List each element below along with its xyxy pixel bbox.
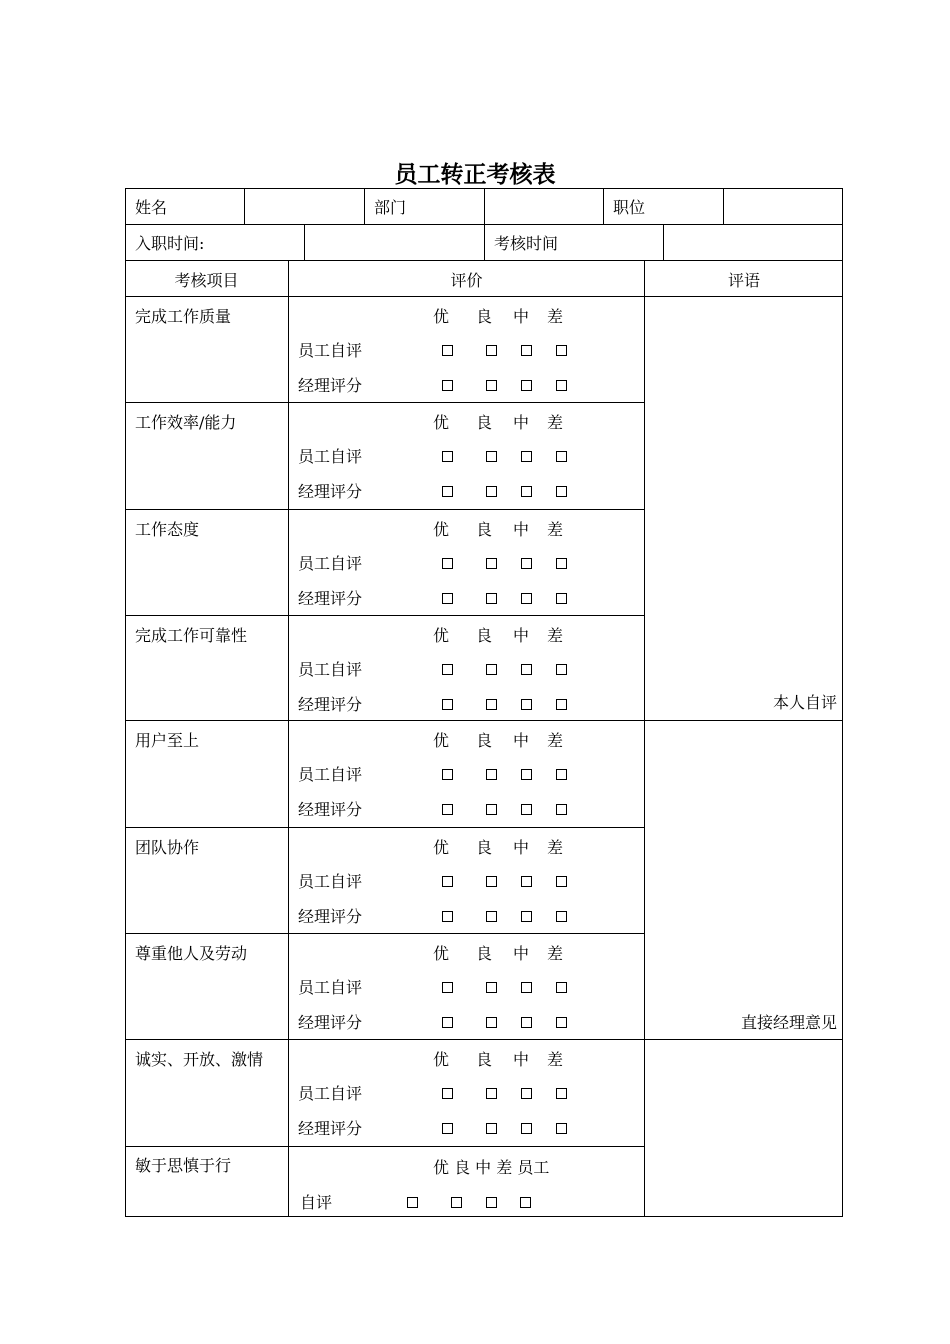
self-rating-checkbox[interactable] — [521, 664, 532, 675]
manager-rating-checkbox[interactable] — [486, 804, 497, 815]
manager-rating-checkbox[interactable] — [486, 593, 497, 604]
dept-label: 部门 — [374, 198, 407, 217]
self-rating-checkbox[interactable] — [521, 558, 532, 569]
self-rating-checkbox[interactable] — [451, 1197, 462, 1208]
manager-rating-checkbox[interactable] — [442, 804, 453, 815]
rating-header-label: 优 — [433, 626, 450, 645]
rater-manager-label: 经理评分 — [298, 695, 363, 714]
manager-rating-checkbox[interactable] — [556, 593, 567, 604]
item-row-divider — [125, 1039, 645, 1040]
rating-header-label: 差 — [547, 944, 564, 963]
name-label: 姓名 — [135, 198, 168, 217]
rater-self-label: 员工自评 — [298, 660, 363, 679]
manager-rating-checkbox[interactable] — [521, 1017, 532, 1028]
frame-left-line — [125, 188, 126, 1217]
self-rating-checkbox[interactable] — [407, 1197, 418, 1208]
rating-header-label: 中 — [513, 307, 530, 326]
self-rating-checkbox[interactable] — [521, 769, 532, 780]
rating-header-label: 中 — [513, 944, 530, 963]
self-rating-checkbox[interactable] — [486, 1088, 497, 1099]
frame-bottom-line — [125, 1216, 843, 1217]
rating-header-label: 优 — [433, 307, 450, 326]
manager-rating-checkbox[interactable] — [521, 486, 532, 497]
manager-rating-checkbox[interactable] — [442, 1017, 453, 1028]
item-row-divider — [125, 402, 645, 403]
rater-self-label: 员工自评 — [298, 872, 363, 891]
comment-manager-area[interactable] — [646, 722, 841, 1010]
item-column-divider — [288, 260, 289, 1217]
rating-header-label: 良 — [476, 307, 493, 326]
item-label: 诚实、开放、激情 — [135, 1050, 264, 1069]
rating-header: 优 良 中 差 员工 — [433, 1158, 550, 1177]
item-label: 用户至上 — [135, 731, 200, 750]
manager-rating-checkbox[interactable] — [521, 1123, 532, 1134]
self-rating-checkbox[interactable] — [556, 664, 567, 675]
manager-rating-checkbox[interactable] — [556, 1017, 567, 1028]
item-row-divider — [125, 827, 645, 828]
manager-rating-checkbox[interactable] — [442, 911, 453, 922]
rating-header-label: 中 — [513, 838, 530, 857]
manager-rating-checkbox[interactable] — [556, 699, 567, 710]
rater-self-label: 员工自评 — [298, 447, 363, 466]
rater-manager-label: 经理评分 — [298, 376, 363, 395]
self-rating-checkbox[interactable] — [556, 451, 567, 462]
rating-header-label: 差 — [547, 307, 564, 326]
manager-rating-checkbox[interactable] — [521, 804, 532, 815]
self-rating-checkbox[interactable] — [442, 558, 453, 569]
rating-header-label: 优 — [433, 731, 450, 750]
comment-self-area[interactable] — [646, 298, 841, 690]
review-date-field[interactable] — [665, 226, 840, 258]
header-divider — [603, 188, 604, 224]
position-label: 职位 — [613, 198, 646, 217]
manager-rating-checkbox[interactable] — [521, 380, 532, 391]
self-rating-checkbox[interactable] — [486, 1197, 497, 1208]
column-header-comment: 评语 — [727, 271, 760, 290]
manager-rating-checkbox[interactable] — [442, 1123, 453, 1134]
self-rating-checkbox[interactable] — [556, 982, 567, 993]
name-field[interactable] — [246, 190, 362, 222]
self-rating-checkbox[interactable] — [442, 345, 453, 356]
self-rating-checkbox[interactable] — [556, 876, 567, 887]
manager-rating-checkbox[interactable] — [486, 911, 497, 922]
rater-self-label: 员工自评 — [298, 554, 363, 573]
rater-manager-label: 经理评分 — [298, 907, 363, 926]
self-rating-checkbox[interactable] — [442, 451, 453, 462]
manager-rating-checkbox[interactable] — [556, 911, 567, 922]
manager-rating-checkbox[interactable] — [556, 1123, 567, 1134]
rating-header-label: 中 — [513, 626, 530, 645]
manager-rating-checkbox[interactable] — [486, 1017, 497, 1028]
item-row-divider — [125, 720, 645, 721]
item-row-divider — [125, 615, 645, 616]
manager-rating-checkbox[interactable] — [521, 593, 532, 604]
item-row-divider — [125, 933, 645, 934]
hire-date-field[interactable] — [306, 226, 482, 258]
self-rating-checkbox[interactable] — [521, 876, 532, 887]
manager-rating-checkbox[interactable] — [556, 804, 567, 815]
manager-rating-checkbox[interactable] — [442, 699, 453, 710]
rater-manager-label: 经理评分 — [298, 1119, 363, 1138]
rating-header-label: 优 — [433, 413, 450, 432]
rating-header-label: 良 — [476, 413, 493, 432]
frame-right-line — [842, 188, 843, 1217]
self-rating-checkbox[interactable] — [556, 1088, 567, 1099]
rater-manager-label: 经理评分 — [298, 482, 363, 501]
header-row2-bottom — [125, 260, 843, 261]
header-divider — [304, 224, 305, 260]
rater-self-label: 员工自评 — [298, 765, 363, 784]
self-rating-checkbox[interactable] — [556, 558, 567, 569]
self-rating-checkbox[interactable] — [486, 558, 497, 569]
rating-header-label: 中 — [513, 1050, 530, 1069]
rating-header-label: 差 — [547, 626, 564, 645]
header-divider — [663, 224, 664, 260]
comment-section-divider — [645, 720, 843, 721]
item-label: 团队协作 — [135, 838, 200, 857]
column-header-bottom — [125, 296, 843, 297]
rating-header-label: 良 — [476, 1050, 493, 1069]
rating-header-label: 优 — [433, 1050, 450, 1069]
self-rating-checkbox[interactable] — [556, 769, 567, 780]
rating-header-label: 中 — [513, 413, 530, 432]
self-rating-checkbox[interactable] — [521, 345, 532, 356]
item-label: 完成工作可靠性 — [135, 626, 248, 645]
manager-rating-checkbox[interactable] — [442, 380, 453, 391]
column-header-evaluation: 评价 — [450, 271, 483, 290]
self-rating-checkbox[interactable] — [521, 1088, 532, 1099]
rating-header-label: 良 — [476, 944, 493, 963]
self-rating-checkbox[interactable] — [556, 345, 567, 356]
self-rating-checkbox[interactable] — [442, 769, 453, 780]
rating-header-label: 中 — [513, 520, 530, 539]
review-form — [125, 188, 843, 1217]
item-label: 工作态度 — [135, 520, 200, 539]
comment-extra-area[interactable] — [646, 1041, 841, 1214]
rating-header-label: 优 — [433, 944, 450, 963]
rating-header-label: 差 — [547, 1050, 564, 1069]
dept-field[interactable] — [486, 190, 601, 222]
manager-rating-checkbox[interactable] — [486, 699, 497, 710]
rater-self-label: 员工自评 — [298, 341, 363, 360]
self-rating-checkbox[interactable] — [442, 876, 453, 887]
manager-rating-checkbox[interactable] — [486, 380, 497, 391]
rating-header-label: 优 — [433, 520, 450, 539]
rating-header-label: 差 — [547, 838, 564, 857]
position-field[interactable] — [725, 190, 840, 222]
header-divider — [364, 188, 365, 224]
self-rating-checkbox[interactable] — [520, 1197, 531, 1208]
self-rating-checkbox[interactable] — [442, 664, 453, 675]
rater-manager-label: 经理评分 — [298, 589, 363, 608]
rating-header-label: 差 — [547, 731, 564, 750]
item-label: 完成工作质量 — [135, 307, 232, 326]
self-rating-checkbox[interactable] — [442, 982, 453, 993]
comment-section-divider — [645, 1039, 843, 1040]
header-divider — [484, 188, 485, 224]
manager-rating-checkbox[interactable] — [556, 486, 567, 497]
hire-date-label: 入职时间: — [135, 234, 205, 253]
self-rating-checkbox[interactable] — [486, 982, 497, 993]
self-rating-checkbox[interactable] — [442, 1088, 453, 1099]
self-rating-checkbox[interactable] — [486, 451, 497, 462]
self-rating-checkbox[interactable] — [521, 451, 532, 462]
rater-manager-label: 经理评分 — [298, 800, 363, 819]
self-rating-checkbox[interactable] — [486, 876, 497, 887]
manager-rating-checkbox[interactable] — [486, 486, 497, 497]
manager-rating-checkbox[interactable] — [521, 699, 532, 710]
rating-header-label: 良 — [476, 731, 493, 750]
self-rating-checkbox[interactable] — [486, 664, 497, 675]
column-header-item: 考核项目 — [174, 271, 239, 290]
item-label: 敏于思慎于行 — [135, 1156, 232, 1175]
header-divider — [484, 224, 485, 260]
rating-header-label: 良 — [476, 838, 493, 857]
rating-header-label: 良 — [476, 520, 493, 539]
rater-self-label: 自评 — [300, 1193, 333, 1212]
manager-rating-checkbox[interactable] — [442, 486, 453, 497]
self-rating-checkbox[interactable] — [521, 982, 532, 993]
review-date-label: 考核时间 — [494, 234, 559, 253]
self-rating-checkbox[interactable] — [486, 345, 497, 356]
rating-header-label: 优 — [433, 838, 450, 857]
page-title: 员工转正考核表 — [394, 161, 556, 188]
rating-header-label: 中 — [513, 731, 530, 750]
rater-manager-label: 经理评分 — [298, 1013, 363, 1032]
self-rating-checkbox[interactable] — [486, 769, 497, 780]
header-divider — [723, 188, 724, 224]
manager-rating-checkbox[interactable] — [486, 1123, 497, 1134]
rater-self-label: 员工自评 — [298, 1084, 363, 1103]
header-divider — [244, 188, 245, 224]
rating-header-label: 差 — [547, 413, 564, 432]
item-label: 尊重他人及劳动 — [135, 944, 248, 963]
item-label: 工作效率/能力 — [135, 413, 237, 432]
rating-header-label: 良 — [476, 626, 493, 645]
manager-rating-checkbox[interactable] — [521, 911, 532, 922]
manager-rating-checkbox[interactable] — [442, 593, 453, 604]
manager-rating-checkbox[interactable] — [556, 380, 567, 391]
comment-manager-label: 直接经理意见 — [740, 1013, 837, 1032]
rater-self-label: 员工自评 — [298, 978, 363, 997]
comment-self-label: 本人自评 — [772, 693, 837, 712]
item-row-divider — [125, 1146, 645, 1147]
item-row-divider — [125, 509, 645, 510]
rating-header-label: 差 — [547, 520, 564, 539]
comment-column-divider — [644, 260, 645, 1217]
